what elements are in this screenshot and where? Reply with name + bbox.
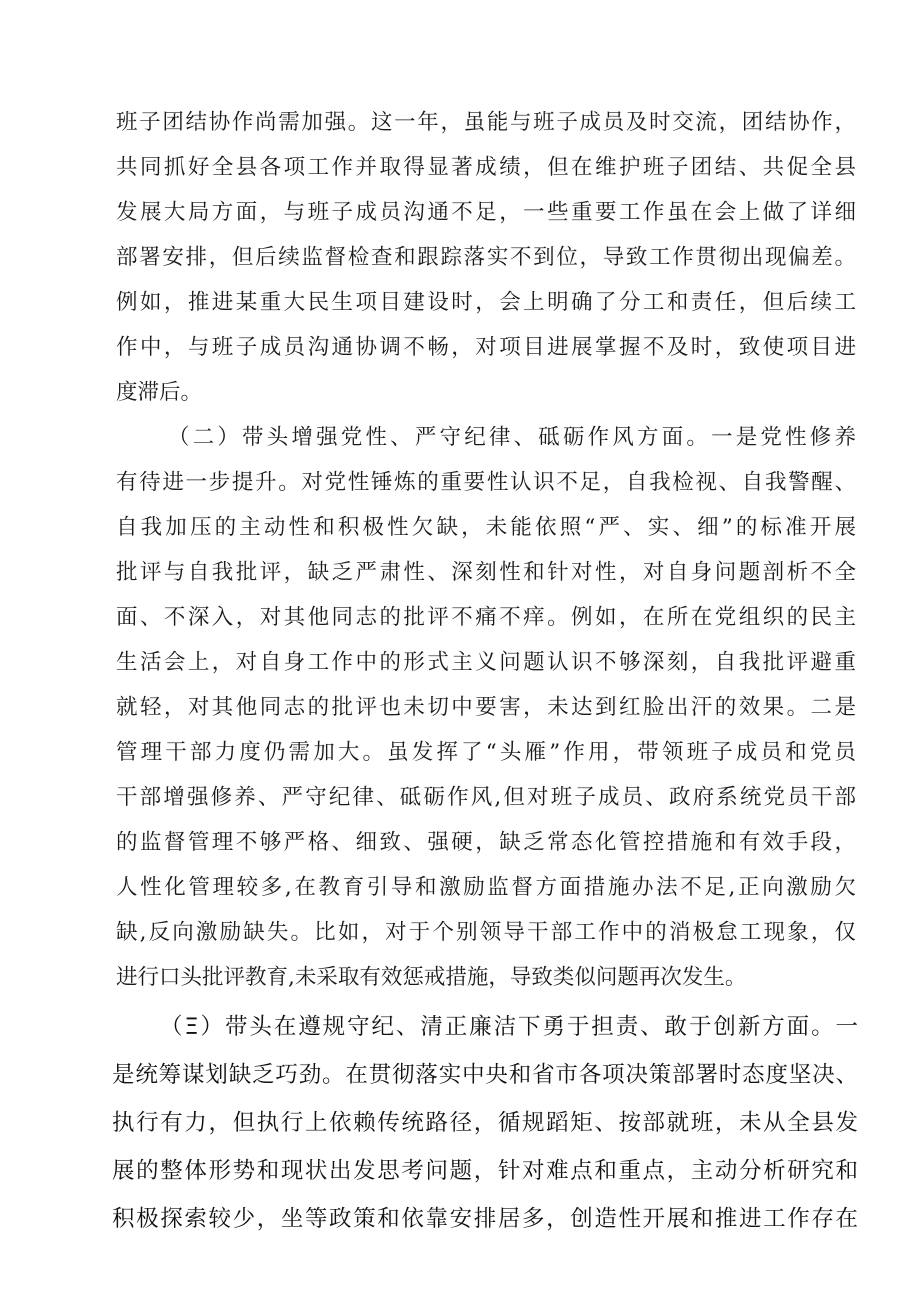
paragraph-line: 面、不深入，对其他同志的批评不痛不痒。例如，在所在党组织的民主 [116,605,856,630]
paragraph-line: 人性化管理较多,在教育引导和激励监督方面措施办法不足,正向激励欠 [116,875,856,900]
paragraph-line: 度滞后。 [116,380,203,405]
paragraph-line: 干部增强修养、严守纪律、砥砺作风,但对班子成员、政府系统党员干部 [116,785,856,810]
paragraph-line: 例如，推进某重大民生项目建设时，会上明确了分工和责任，但后续工 [116,290,856,315]
paragraph-line: 班子团结协作尚需加强。这一年，虽能与班子成员及时交流，团结协作， [116,110,856,135]
paragraph-line: 作中，与班子成员沟通协调不畅，对项目进展掌握不及时，致使项目进 [116,335,856,360]
paragraph-line: 的监督管理不够严格、细致、强硬，缺乏常态化管控措施和有效手段， [116,830,856,855]
paragraph-line: 发展大局方面，与班子成员沟通不足，一些重要工作虽在会上做了详细 [116,200,856,225]
paragraph-line: 批评与自我批评，缺乏严肃性、深刻性和针对性，对自身问题剖析不全 [116,560,856,585]
paragraph-line: 积极探索较少，坐等政策和依靠安排居多，创造性开展和推进工作存在 [112,1206,858,1232]
paragraph-line: 展的整体形势和现状出发思考问题，针对难点和重点，主动分析研究和 [112,1158,858,1184]
section-heading-line: （二）带头增强党性、严守纪律、砥砺作风方面。一是党性修养 [168,425,856,450]
paragraph-line: 是统筹谋划缺乏巧劲。在贯彻落实中央和省市各项决策部署时态度坚决、 [112,1062,858,1088]
paragraph-line: 就轻，对其他同志的批评也未切中要害，未达到红脸出汗的效果。二是 [116,695,856,720]
paragraph-line: 有待进一步提升。对党性锤炼的重要性认识不足，自我检视、自我警醒、 [116,470,856,495]
paragraph-line: 生活会上，对自身工作中的形式主义问题认识不够深刻，自我批评避重 [116,650,856,675]
paragraph-line: 缺,反向激励缺失。比如，对于个别领导干部工作中的消极怠工现象，仅 [116,920,856,945]
paragraph-line: 共同抓好全县各项工作并取得显著成绩，但在维护班子团结、共促全县 [116,155,856,180]
paragraph-line: 自我加压的主动性和积极性欠缺，未能依照“严、实、细”的标准开展 [116,515,856,540]
paragraph-line: 进行口头批评教育,未采取有效惩戒措施，导致类似问题再次发生。 [116,965,747,990]
paragraph-line: 管理干部力度仍需加大。虽发挥了“头雁”作用，带领班子成员和党员 [116,740,856,765]
paragraph-line: 执行有力，但执行上依赖传统路径，循规蹈矩、按部就班，未从全县发 [112,1110,858,1136]
paragraph-line: 部署安排，但后续监督检查和跟踪落实不到位，导致工作贯彻出现偏差。 [116,245,856,270]
section-heading-line: （Ξ）带头在遵规守纪、清正廉洁下勇于担责、敢于创新方面。一 [160,1014,858,1040]
